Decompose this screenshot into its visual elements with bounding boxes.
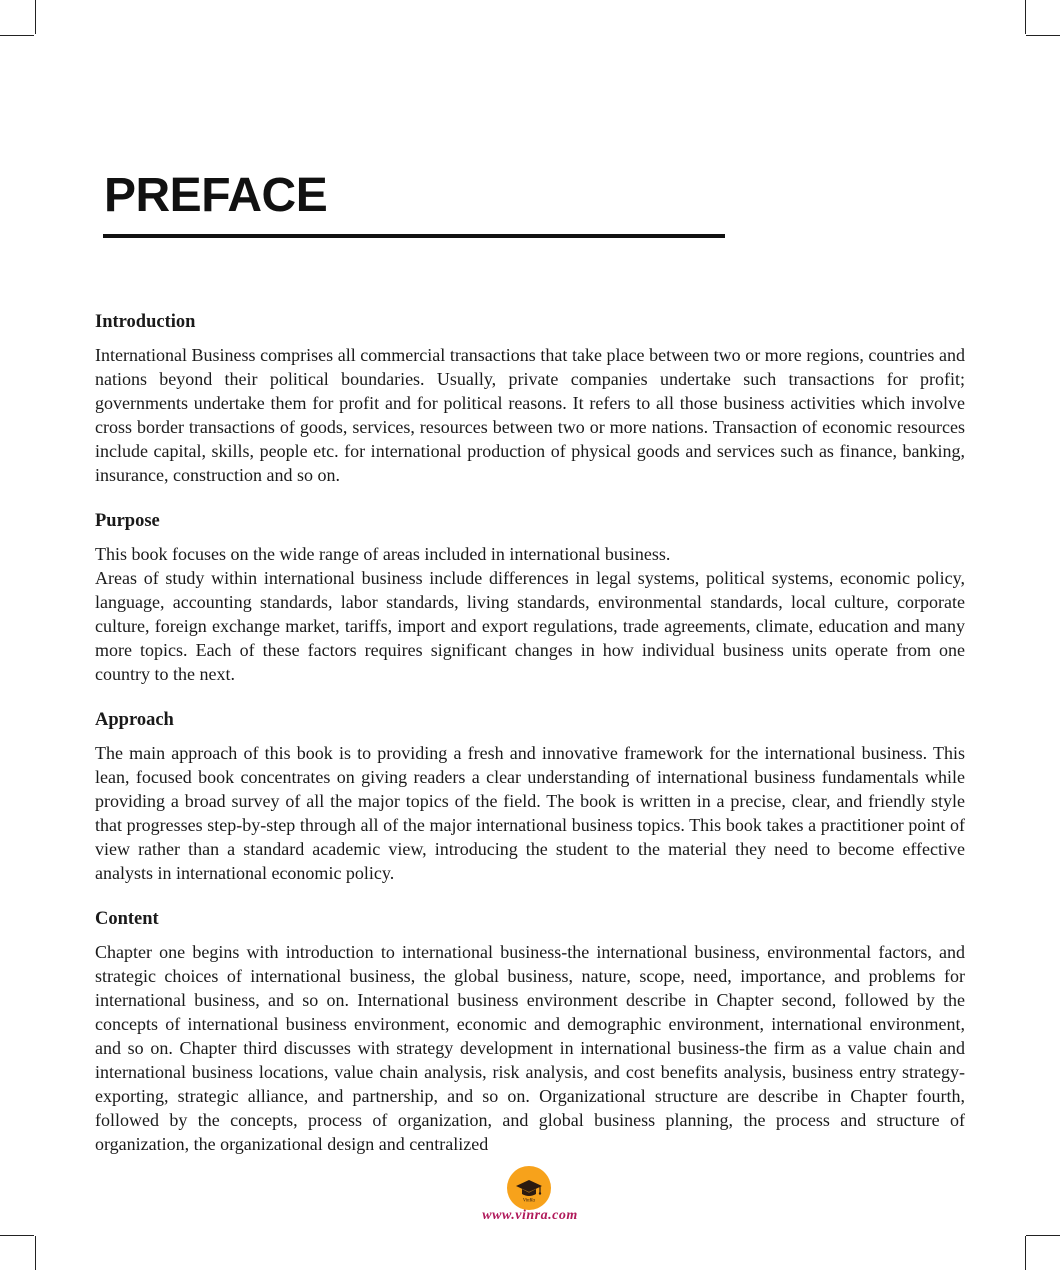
crop-mark-bottom-left xyxy=(0,1235,34,1236)
title-underline xyxy=(103,234,725,238)
paragraph: Areas of study within international business include differences in legal systems, political systems, economic policy, language, accounting standards, labor standards, living standards, environmental standards, local culture, corporate culture, foreign exchange market, tariffs, import and export regulations, trade agreements, climate, education and many more topics. Each of these factors requires significant changes in how individual business units operate from one country to the next. xyxy=(95,568,965,684)
section-content xyxy=(95,907,965,1156)
section-heading: Approach xyxy=(95,710,174,730)
section-heading: Introduction xyxy=(95,312,196,332)
section-introduction xyxy=(95,310,965,487)
crop-mark-bottom-right xyxy=(1025,1236,1026,1270)
paragraph: International Business comprises all commercial transactions that take place between two or more regions, countries and nations beyond their political boundaries. Usually, private companies undertake such transactions for profit; governments undertake them for profit and for political reasons. It refers to all those business activities which involve cross border transactions of goods, services, resources between two or more nations. Transaction of economic resources include capital, skills, people etc. for international production of physical goods and services such as finance, banking, insurance, construction and so on. xyxy=(95,345,965,485)
paragraph: This book focuses on the wide range of areas included in international business. xyxy=(95,544,671,564)
section-purpose xyxy=(95,509,965,686)
crop-mark-bottom-right xyxy=(1026,1235,1060,1236)
section-approach xyxy=(95,708,965,885)
crop-mark-top-right xyxy=(1026,35,1060,36)
graduation-cap-icon xyxy=(514,1173,544,1203)
section-body xyxy=(95,343,965,487)
page-title: PREFACE xyxy=(104,169,328,222)
footer-website-url[interactable]: www.vinra.com xyxy=(482,1208,578,1223)
section-body xyxy=(95,940,965,1156)
section-heading: Purpose xyxy=(95,511,160,531)
section-heading: Content xyxy=(95,909,159,929)
section-body xyxy=(95,542,965,686)
preface-content xyxy=(95,310,965,1178)
crop-mark-top-left xyxy=(35,0,36,34)
section-body xyxy=(95,741,965,885)
paragraph: The main approach of this book is to providing a fresh and innovative framework for the international business. This lean, focused book concentrates on giving readers a clear understanding of international business fundamentals while providing a broad survey of all the major topics of the field. The book is written in a precise, clear, and friendly style that progresses step-by-step through all of the major international business topics. This book takes a practitioner point of view rather than a standard academic view, introducing the student to the material they need to become effective analysts in international economic policy. xyxy=(95,743,965,883)
svg-text:VinRa: VinRa xyxy=(522,1198,536,1203)
paragraph: Chapter one begins with introduction to international business-the international business, environmental factors, and strategic choices of international business, the global business, nature, scope, need, importance, and problems for international business, and so on. International business environment describe in Chapter second, followed by the concepts of international business environment, economic and demographic environment, international environment, and so on. Chapter third discusses with strategy development in international business-the firm as a value chain and international business locations, value chain analysis, risk analysis, and cost benefits analysis, business entry strategy-exporting, strategic alliance, and partnership, and so on. Organizational structure are describe in Chapter fourth, followed by the concepts, process of organization, and global business planning, the process and structure of organization, the organizational design and centralized xyxy=(95,942,965,1154)
crop-mark-bottom-left xyxy=(35,1236,36,1270)
publisher-logo xyxy=(507,1166,551,1210)
crop-mark-top-right xyxy=(1025,0,1026,34)
crop-mark-top-left xyxy=(0,35,34,36)
